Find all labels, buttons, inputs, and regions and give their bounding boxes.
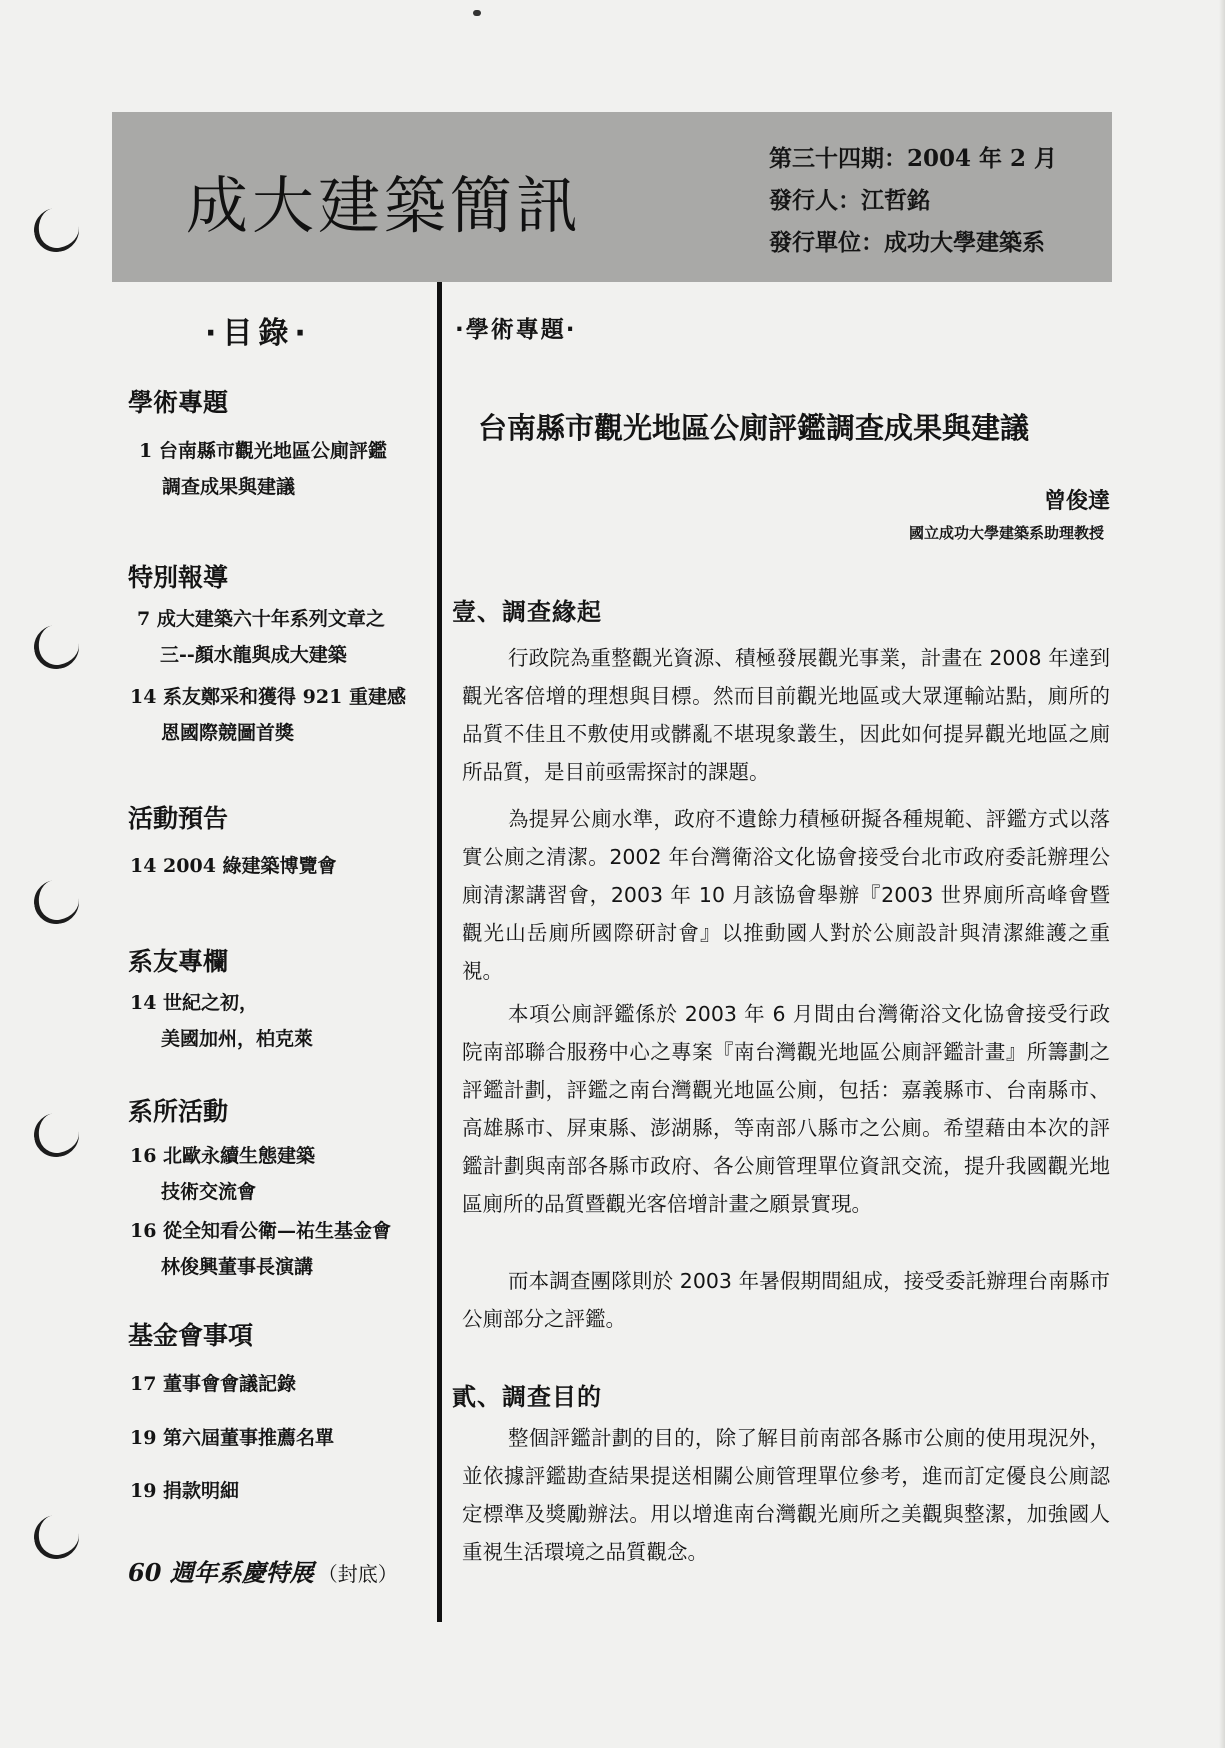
toc-item[interactable]	[130, 1473, 239, 1509]
section-heading: 貳、調查目的	[452, 1383, 602, 1411]
toc-item[interactable]	[130, 679, 406, 751]
section-label: ·學術專題·	[455, 317, 577, 343]
toc-item-line: 19 捐款明細	[130, 1480, 240, 1502]
toc-item[interactable]	[130, 433, 387, 505]
paragraph: 行政院為重整觀光資源、積極發展觀光事業，計畫在 2008 年達到觀光客倍增的理想與目標。然而目前觀光地區或大眾運輸站點，廁所的品質不佳且不敷使用或髒亂不堪現象叢生，因此如何提昇觀光地區之廁所品質，是目前亟需探討的課題。	[462, 646, 1110, 784]
masthead-banner	[112, 112, 1112, 282]
toc-section-heading: 基金會事項	[128, 1321, 254, 1350]
paragraph: 而本調查團隊則於 2003 年暑假期間組成，接受委託辦理台南縣市公廁部分之評鑑。	[462, 1269, 1110, 1331]
toc-item-line: 7 成大建築六十年系列文章之	[137, 608, 385, 630]
toc-item-line: 19 第六屆董事推薦名單	[130, 1427, 335, 1449]
punch-hole	[34, 880, 74, 920]
punch-hole	[34, 208, 74, 248]
toc-section-heading: 系友專欄	[128, 947, 229, 976]
cover-note[interactable]	[128, 1553, 398, 1588]
toc-item-line: 技術交流會	[161, 1181, 257, 1203]
toc-item-line: 1 台南縣市觀光地區公廁評鑑	[139, 440, 387, 462]
scan-mark	[473, 10, 481, 16]
section-heading: 壹、調查緣起	[452, 598, 602, 626]
author-affiliation: 國立成功大學建築系助理教授	[908, 524, 1104, 542]
toc-title: ·目錄·	[205, 316, 312, 351]
toc-item-line: 16 北歐永續生態建築	[130, 1145, 316, 1167]
column-divider	[437, 282, 442, 1622]
toc-item-line: 恩國際競圖首獎	[161, 722, 295, 744]
toc-section-heading: 活動預告	[128, 804, 229, 833]
page-edge	[1219, 0, 1225, 1748]
toc-item-line: 16 從全知看公衛—祐生基金會	[130, 1220, 392, 1242]
toc-item-line: 美國加州，柏克萊	[161, 1028, 314, 1050]
toc-item[interactable]	[130, 985, 313, 1057]
issue-info	[769, 138, 1057, 264]
article-title: 台南縣市觀光地區公廁評鑑調查成果與建議	[478, 411, 1030, 445]
issue-number: 第三十四期：2004 年 2 月	[769, 145, 1058, 172]
toc-section-heading: 學術專題	[128, 388, 229, 417]
toc-item-line: 調查成果與建議	[162, 476, 296, 498]
cover-note-title: 60 週年系慶特展	[128, 1558, 314, 1587]
punch-hole	[34, 1113, 74, 1153]
paragraph: 本項公廁評鑑係於 2003 年 6 月間由台灣衛浴文化協會接受行政院南部聯合服務中心之專案『南台灣觀光地區公廁評鑑計畫』所籌劃之評鑑計劃，評鑑之南台灣觀光地區公廁，包括：嘉義縣市、台南縣市、高雄縣市、屏東縣、澎湖縣，等南部八縣市之公廁。希望藉由本次的評鑑計劃與南部各縣市政府、各公廁管理單位資訊交流，提升我國觀光地區廁所的品質暨觀光客倍增計畫之願景實現。	[462, 1002, 1110, 1216]
toc-item-line: 14 系友鄭采和獲得 921 重建感	[130, 686, 406, 708]
cover-note-suffix: （封底）	[317, 1562, 398, 1586]
publisher: 發行人：江哲銘	[769, 187, 930, 214]
punch-hole	[34, 625, 74, 665]
toc-item-line: 14 2004 綠建築博覽會	[130, 855, 337, 877]
toc-item[interactable]	[130, 1138, 315, 1210]
masthead-title: 成大建築簡訊	[186, 169, 583, 242]
toc-section-heading: 系所活動	[128, 1097, 229, 1126]
toc-item[interactable]	[130, 1420, 334, 1456]
toc-item[interactable]	[130, 1213, 391, 1285]
toc-section-heading: 特別報導	[128, 563, 229, 592]
toc-item[interactable]	[130, 601, 385, 673]
paragraph: 為提昇公廁水準，政府不遺餘力積極研擬各種規範、評鑑方式以落實公廁之清潔。2002 年台灣衛浴文化協會接受台北市政府委託辦理公廁清潔講習會，2003 年 10 月該協會舉辦『2003 世界廁所高峰會暨觀光山岳廁所國際研討會』以推動國人對於公廁設計與清潔維護之重視。	[462, 807, 1110, 983]
toc-item-line: 14 世紀之初，	[130, 992, 259, 1014]
toc-item-line: 林俊興董事長演講	[161, 1256, 314, 1278]
paragraph: 整個評鑑計劃的目的，除了解目前南部各縣市公廁的使用現況外，並依據評鑑勘查結果提送相關公廁管理單位參考，進而訂定優良公廁認定標準及獎勵辦法。用以增進南台灣觀光廁所之美觀與整潔，加強國人重視生活環境之品質觀念。	[462, 1426, 1110, 1564]
publishing-unit: 發行單位：成功大學建築系	[769, 229, 1045, 256]
toc-item[interactable]	[130, 1366, 296, 1402]
toc-item[interactable]	[130, 848, 337, 884]
toc-item-line: 三--顏水龍與成大建築	[160, 644, 347, 666]
toc-item-line: 17 董事會會議記錄	[130, 1373, 297, 1395]
punch-hole	[34, 1515, 74, 1555]
article-author: 曾俊達	[1043, 488, 1110, 514]
